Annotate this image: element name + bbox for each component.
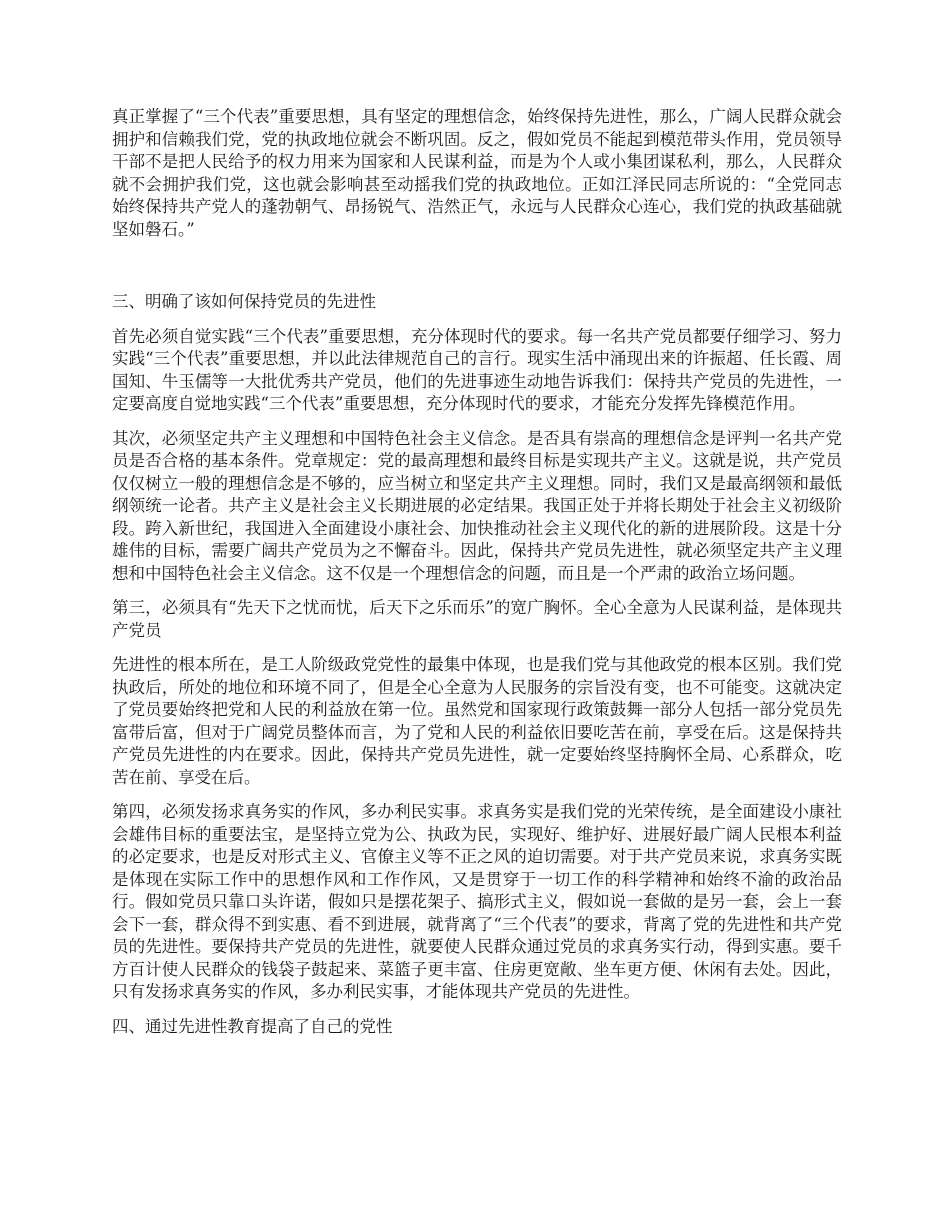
section-heading-four: 四、通过先进性教育提高了自己的党性 bbox=[112, 1016, 393, 1036]
paragraph-first-requirement: 首先必须自觉实践“三个代表”重要思想，充分体现时代的要求。每一名共产党员都要仔细学习、努力实践“三个代表”重要思想，并以此法律规范自己的言行。现实生活中涌现出来的许振超、任长霞、周国知、牛玉儒等一大批优秀共产党员，他们的先进事迹生动地告诉我们：保持共产党员的先进性，一定要高度自觉地实践“三个代表”重要思想，充分体现时代的要求，才能充分发挥先锋模范作用。 bbox=[112, 326, 842, 413]
document-body bbox=[112, 106, 842, 1050]
paragraph-fourth-requirement: 第四，必须发扬求真务实的作风，多办利民实事。求真务实是我们党的光荣传统，是全面建设小康社会雄伟目标的重要法宝，是坚持立党为公、执政为民，实现好、维护好、进展好最广阔人民根本利益的必定要求，也是反对形式主义、官僚主义等不正之风的迫切需要。对于共产党员来说，求真务实既是体现在实际工作中的思想作风和工作作风，又是贯穿于一切工作的科学精神和始终不渝的政治品行。假如党员只靠口头许诺，假如只是摆花架子、搞形式主义，假如说一套做的是另一套，会上一套会下一套，群众得不到实惠、看不到进展，就背离了“三个代表”的要求，背离了党的先进性和共产党员的先进性。要保持共产党员的先进性，就要使人民群众通过党员的求真务实行动，得到实惠。要千方百计使人民群众的钱袋子鼓起来、菜篮子更丰富、住房更宽敞、坐车更方便、休闲有去处。因此，只有发扬求真务实的作风，多办利民实事，才能体现共产党员的先进性。 bbox=[112, 802, 842, 1001]
paragraph-second-requirement: 其次，必须坚定共产主义理想和中国特色社会主义信念。是否具有崇高的理想信念是评判一名共产党员是否合格的基本条件。党章规定：党的最高理想和最终目标是实现共产主义。这就是说，共产党员仅仅树立一般的理想信念是不够的，应当树立和坚定共产主义理想。同时，我们又是最高纲领和最低纲领统一论者。共产主义是社会主义长期进展的必定结果。我国正处于并将长期处于社会主义初级阶段。跨入新世纪，我国进入全面建设小康社会、加快推动社会主义现代化的新的进展阶段。这是十分雄伟的目标，需要广阔共产党员为之不懈奋斗。因此，保持共产党员先进性，就必须坚定共产主义理想和中国特色社会主义信念。这不仅是一个理想信念的问题，而且是一个严肃的政治立场问题。 bbox=[112, 428, 842, 583]
paragraph-party-governance: 真正掌握了“三个代表”重要思想，具有坚定的理想信念，始终保持先进性，那么，广阔人民群众就会拥护和信赖我们党，党的执政地位就会不断巩固。反之，假如党员不能起到模范带头作用，党员领导干部不是把人民给予的权力用来为国家和人民谋利益，而是为个人或小集团谋私利，那么，人民群众就不会拥护我们党，这也就会影响甚至动摇我们党的执政地位。正如江泽民同志所说的：“全党同志始终保持共产党人的蓬勃朝气、昂扬锐气、浩然正气，永远与人民群众心连心，我们党的执政基础就坚如磐石。” bbox=[112, 107, 842, 239]
paragraph-third-requirement: 第三，必须具有“先天下之忧而忧，后天下之乐而乐”的宽广胸怀。全心全意为人民谋利益，是体现共产党员 bbox=[112, 598, 842, 640]
section-heading-three: 三、明确了该如何保持党员的先进性 bbox=[112, 292, 376, 311]
paragraph-third-continued: 先进性的根本所在，是工人阶级政党党性的最集中体现，也是我们党与其他政党的根本区别。我们党执政后，所处的地位和环境不同了，但是全心全意为人民服务的宗旨没有变，也不可能变。这就决定了党员要始终把党和人民的利益放在第一位。虽然党和国家现行政策鼓舞一部分人包括一部分党员先富带后富，但对于广阔党员整体而言，为了党和人民的利益依旧要吃苦在前，享受在后。这是保持共产党员先进性的内在要求。因此，保持共产党员先进性，就一定要始终坚持胸怀全局、心系群众，吃苦在前、享受在后。 bbox=[112, 655, 842, 787]
